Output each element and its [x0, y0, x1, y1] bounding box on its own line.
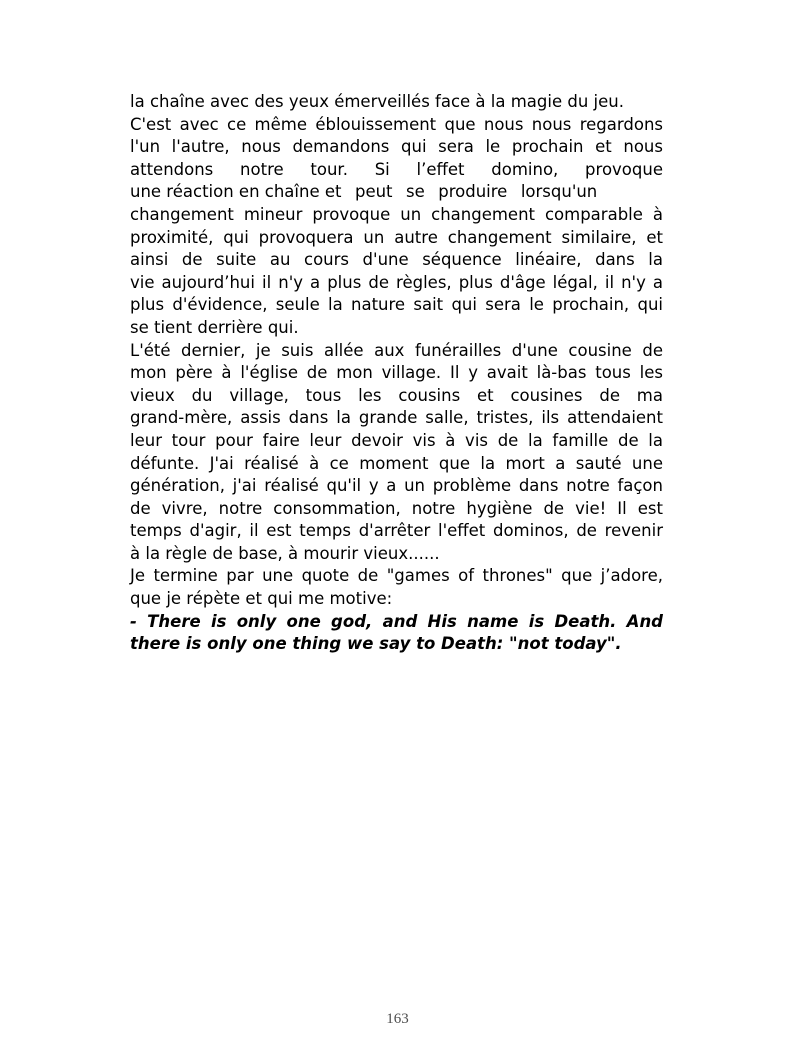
- text-line: proximité, qui provoquera un autre changement similaire, et: [130, 227, 663, 247]
- text-line: mon père à l'église de mon village. Il y avait là-bas tous les: [130, 363, 663, 383]
- text-line: vieux du village, tous les cousins et cousines de ma: [130, 385, 663, 405]
- page-number: 163: [386, 1011, 409, 1027]
- text-line: L'été dernier, je suis allée aux funérailles d'une cousine de: [130, 340, 663, 360]
- text-line: changement mineur provoque un changement comparable à: [130, 204, 663, 224]
- text-line: l'un l'autre, nous demandons qui sera le prochain et nous: [130, 137, 663, 157]
- text-line: Je termine par une quote de "games of thrones" que j’adore,: [130, 566, 663, 586]
- text-line: grand-mère, assis dans la grande salle, tristes, ils attendaient: [130, 408, 663, 428]
- text-line: attendons notre tour. Si l’effet domino, provoque: [130, 159, 663, 179]
- text-line: une réaction en chaîne et peut se produire lorsqu'un: [130, 182, 598, 202]
- text-line: - There is only one god, and His name is Death. And: [130, 611, 663, 631]
- text-line: vie aujourd’hui il n'y a plus de règles, plus d'âge légal, il n'y a: [130, 272, 663, 292]
- text-line: que je répète et qui me motive:: [130, 589, 393, 609]
- text-line: à la règle de base, à mourir vieux......: [130, 543, 440, 563]
- text-line: génération, j'ai réalisé qu'il y a un problème dans notre façon: [130, 476, 663, 496]
- text-line: there is only one thing we say to Death: "not today".: [130, 634, 622, 654]
- text-line: leur tour pour faire leur devoir vis à vis de la famille de la: [130, 430, 663, 450]
- text-line: de vivre, notre consommation, notre hygiène de vie! Il est: [130, 498, 663, 518]
- text-line: ainsi de suite au cours d'une séquence linéaire, dans la: [130, 250, 663, 270]
- text-block: [130, 91, 663, 656]
- text-line: se tient derrière qui.: [130, 317, 299, 337]
- text-line: la chaîne avec des yeux émerveillés face à la magie du jeu.: [130, 92, 624, 111]
- text-line: défunte. J'ai réalisé à ce moment que la mort a sauté une: [130, 453, 663, 473]
- text-line: temps d'agir, il est temps d'arrêter l'effet dominos, de revenir: [130, 521, 663, 541]
- text-line: plus d'évidence, seule la nature sait qui sera le prochain, qui: [130, 295, 663, 315]
- text-line: C'est avec ce même éblouissement que nous nous regardons: [130, 114, 663, 134]
